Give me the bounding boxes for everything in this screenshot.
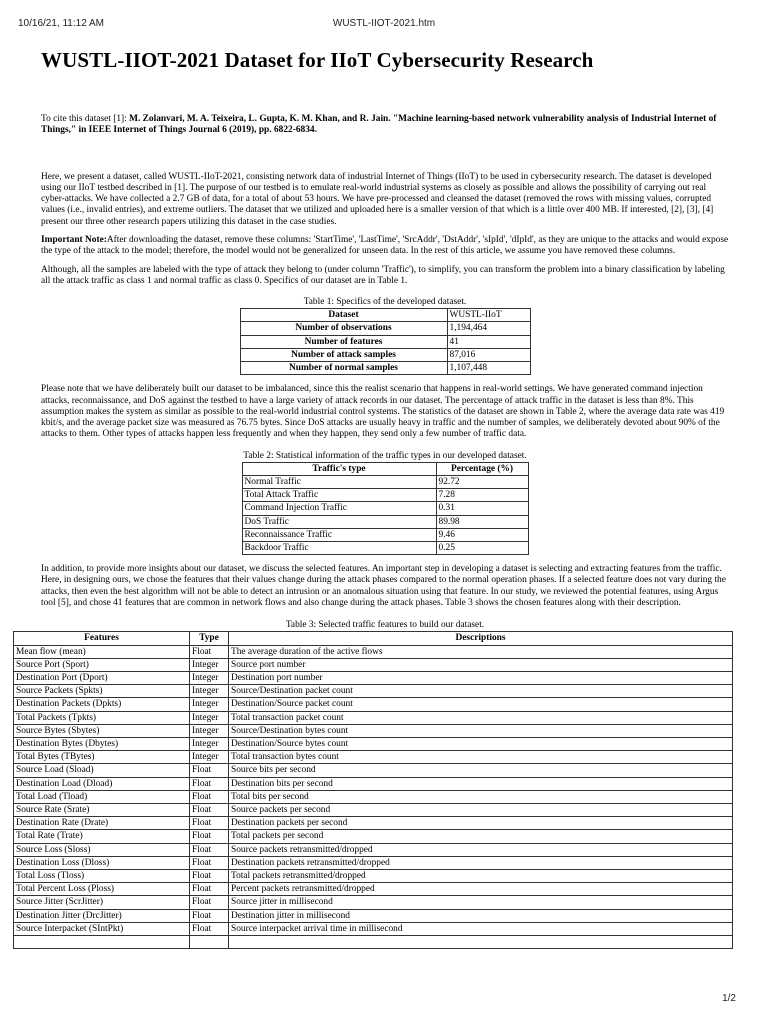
table-row xyxy=(242,489,528,502)
table-row xyxy=(14,658,733,671)
table-cell: Total Loss (Tloss) xyxy=(14,870,190,883)
table-cell: Source Jitter (ScrJitter) xyxy=(14,896,190,909)
table2-traffic-statistics xyxy=(242,462,529,555)
table-header-cell: Type xyxy=(190,632,229,645)
table-cell: Reconnaissance Traffic xyxy=(242,528,436,541)
table-cell: Destination Rate (Drate) xyxy=(14,817,190,830)
table-cell: Total transaction packet count xyxy=(229,711,733,724)
table-row xyxy=(14,936,733,949)
imbalance-paragraph: Please note that we have deliberately built our dataset to be imbalanced, since this the realist scenario that happens in real-world settings. We have generated command injection attacks, reconnaissance, and DoS against the testbed to have a large variety of attack records in our dataset. The percentage of attack traffic in the dataset is less than 8%. This assumption makes the system as similar as possible to the real-world industrial control systems. The statistics of the dataset are shown in Table 2, where the average data rate was 419 kbit/s, and the average packet size was measured as 76.75 bytes. Since DoS attacks are usually heavy in traffic and the number of samples, we deliberately devoted about 90% of the attacks to them. Other types of attacks happen less frequently and when they happen, they send only a few number of traffic data. xyxy=(41,384,725,440)
table-cell: 92.72 xyxy=(436,475,528,488)
table-cell: 1,194,464 xyxy=(447,322,530,335)
table-cell: Float xyxy=(190,817,229,830)
table-cell: Float xyxy=(190,764,229,777)
table-header-cell: Traffic's type xyxy=(242,462,436,475)
table-cell: Float xyxy=(190,909,229,922)
table-cell: Source Interpacket (SIntPkt) xyxy=(14,922,190,935)
table-cell: Mean flow (mean) xyxy=(14,645,190,658)
table-cell: Total Packets (Tpkts) xyxy=(14,711,190,724)
table-cell: Destination Packets (Dpkts) xyxy=(14,698,190,711)
table-row xyxy=(14,830,733,843)
table-cell: Source Loss (Sloss) xyxy=(14,843,190,856)
table-cell: Destination bits per second xyxy=(229,777,733,790)
important-note-paragraph xyxy=(41,235,729,258)
table-cell: Source jitter in millisecond xyxy=(229,896,733,909)
table-cell: Integer xyxy=(190,751,229,764)
table-row xyxy=(242,528,528,541)
table-cell: Destination/Source bytes count xyxy=(229,738,733,751)
table-cell: Number of normal samples xyxy=(240,362,447,375)
table-row xyxy=(242,515,528,528)
table-cell: Integer xyxy=(190,671,229,684)
table-row xyxy=(242,502,528,515)
table-cell: Float xyxy=(190,856,229,869)
table-cell: Total transaction bytes count xyxy=(229,751,733,764)
table-cell: Float xyxy=(190,843,229,856)
table-cell: Total Bytes (TBytes) xyxy=(14,751,190,764)
table-row xyxy=(14,738,733,751)
table-cell: 41 xyxy=(447,335,530,348)
table-cell: Number of observations xyxy=(240,322,447,335)
table-cell: Source Port (Sport) xyxy=(14,658,190,671)
table-cell: Number of features xyxy=(240,335,447,348)
table-cell: Total bits per second xyxy=(229,790,733,803)
table-cell: 0.25 xyxy=(436,541,528,554)
table-row xyxy=(14,751,733,764)
table-row xyxy=(242,475,528,488)
table-header-cell: Dataset xyxy=(240,309,447,322)
table-cell: 87,016 xyxy=(447,348,530,361)
table-cell xyxy=(14,936,190,949)
table-cell: Source Packets (Spkts) xyxy=(14,685,190,698)
table-cell: Total Load (Tload) xyxy=(14,790,190,803)
table-cell: Command Injection Traffic xyxy=(242,502,436,515)
table-header-row xyxy=(242,462,528,475)
table-row xyxy=(14,645,733,658)
table1-dataset-specifics xyxy=(240,308,531,375)
table-cell: Source port number xyxy=(229,658,733,671)
table-cell: Float xyxy=(190,896,229,909)
print-page-number: 1/2 xyxy=(722,993,736,1004)
table-cell: Source interpacket arrival time in millisecond xyxy=(229,922,733,935)
page-title: WUSTL-IIOT-2021 Dataset for IIoT Cybersecurity Research xyxy=(41,48,594,72)
table-cell: Float xyxy=(190,870,229,883)
table-cell: Destination Bytes (Dbytes) xyxy=(14,738,190,751)
table-cell: Destination/Source packet count xyxy=(229,698,733,711)
table-cell: Float xyxy=(190,790,229,803)
table-cell: Destination Port (Dport) xyxy=(14,671,190,684)
table-cell: Destination Jitter (DrcJitter) xyxy=(14,909,190,922)
citation-prefix: To cite this dataset [1]: xyxy=(41,114,130,124)
table-row xyxy=(14,896,733,909)
table-row xyxy=(14,724,733,737)
table-row xyxy=(14,711,733,724)
table-row xyxy=(14,804,733,817)
table-cell: Float xyxy=(190,922,229,935)
table-row xyxy=(14,922,733,935)
table-cell: Total Rate (Trate) xyxy=(14,830,190,843)
table-header-row xyxy=(240,309,530,322)
table-cell: Source/Destination packet count xyxy=(229,685,733,698)
table-cell: Destination port number xyxy=(229,671,733,684)
table-cell xyxy=(190,936,229,949)
table3-body xyxy=(14,645,733,949)
table-cell: Backdoor Traffic xyxy=(242,541,436,554)
table-cell: Destination Load (Dload) xyxy=(14,777,190,790)
table-cell: Source Rate (Srate) xyxy=(14,804,190,817)
print-doc-title: WUSTL-IIOT-2021.htm xyxy=(332,18,436,29)
table3-selected-features xyxy=(13,631,733,949)
table-cell: Destination packets per second xyxy=(229,817,733,830)
table-cell: 9.46 xyxy=(436,528,528,541)
table-cell: 89.98 xyxy=(436,515,528,528)
table-cell: DoS Traffic xyxy=(242,515,436,528)
table-row xyxy=(14,843,733,856)
table-row xyxy=(240,322,530,335)
table-cell: Normal Traffic xyxy=(242,475,436,488)
table-cell: Source/Destination bytes count xyxy=(229,724,733,737)
table-cell: Float xyxy=(190,804,229,817)
print-datetime: 10/16/21, 11:12 AM xyxy=(18,18,104,29)
table-cell: Source Load (Sload) xyxy=(14,764,190,777)
table-cell: Integer xyxy=(190,685,229,698)
table-row xyxy=(240,362,530,375)
table3-caption: Table 3: Selected traffic features to build our dataset. xyxy=(285,620,485,631)
table-cell: Integer xyxy=(190,698,229,711)
table-row xyxy=(14,777,733,790)
intro-paragraph: Here, we present a dataset, called WUSTL-IIoT-2021, consisting network data of industrial Internet of Things (IIoT) to be used in cybersecurity research. The dataset is developed using our IIoT testbed described in [1]. The purpose of our testbed is to emulate real-world industrial systems as closely as possible and allows the possibility of carrying out real cyber-attacks. We have collected a 2.7 GB of data, for a total of about 53 hours. We have pre-processed and cleansed the dataset (removed the rows with missing values, corrupted values (i.e., invalid entries), and extreme outliers. The dataset that we utilized and uploaded here is a smaller version of that which is a little over 400 MB. If interested, [2], [3], [4] present our three other research papers utilizing this dataset in the case studies. xyxy=(41,171,714,227)
table-row xyxy=(14,870,733,883)
table-cell: Source packets retransmitted/dropped xyxy=(229,843,733,856)
table-header-cell: Features xyxy=(14,632,190,645)
table-cell: Float xyxy=(190,883,229,896)
table-cell: Float xyxy=(190,777,229,790)
table-cell: Source bits per second xyxy=(229,764,733,777)
table-cell: 0.31 xyxy=(436,502,528,515)
table-cell: Total Percent Loss (Ploss) xyxy=(14,883,190,896)
table-cell: Float xyxy=(190,645,229,658)
important-note-label: Important Note: xyxy=(41,235,107,246)
citation-reference: M. Zolanvari, M. A. Teixeira, L. Gupta, K. M. Khan, and R. Jain. "Machine learning-based network vulnerability analysis of Industrial Internet of Things," in IEEE Internet of Things Journal 6 (2019), pp. 6822-6834. xyxy=(41,114,717,136)
table-cell: 1,107,448 xyxy=(447,362,530,375)
table-row xyxy=(14,764,733,777)
table-row xyxy=(14,685,733,698)
citation xyxy=(41,114,729,137)
table-header-cell: WUSTL-IIoT xyxy=(447,309,530,322)
table-row xyxy=(14,883,733,896)
table-header-cell: Descriptions xyxy=(229,632,733,645)
table1-caption: Table 1: Specifics of the developed dataset. xyxy=(303,297,467,308)
table-row xyxy=(14,698,733,711)
table-row xyxy=(14,909,733,922)
table2-caption: Table 2: Statistical information of the traffic types in our developed dataset. xyxy=(243,450,527,461)
table-cell: Integer xyxy=(190,738,229,751)
table-cell: Total packets retransmitted/dropped xyxy=(229,870,733,883)
table-cell: Destination Loss (Dloss) xyxy=(14,856,190,869)
table-cell: Destination packets retransmitted/dropped xyxy=(229,856,733,869)
table-row xyxy=(240,335,530,348)
document-body xyxy=(16,40,729,949)
table-row xyxy=(14,856,733,869)
table-row xyxy=(242,541,528,554)
table-header-row xyxy=(14,632,733,645)
table-cell: Source Bytes (Sbytes) xyxy=(14,724,190,737)
table-cell: Source packets per second xyxy=(229,804,733,817)
table-row xyxy=(14,817,733,830)
table-cell: Number of attack samples xyxy=(240,348,447,361)
table-cell: The average duration of the active flows xyxy=(229,645,733,658)
table-cell: Float xyxy=(190,830,229,843)
features-paragraph: In addition, to provide more insights about our dataset, we discuss the selected features. An important step in developing a dataset is selecting and extracting features from the traffic. Here, in designing ours, we chose the features that their values change during the attack phases compared to the normal operation phases. If a selected feature does not vary during the attacks, then even the best algorithm will not be able to detect an intrusion or an anomalous situation using that feature. In our study, we reviewed the potential features, using Argus tool [5], and chose 41 features that are common in network flows and also change during the attack phases. Table 3 shows the chosen features along with their description. xyxy=(41,564,726,609)
print-header xyxy=(0,18,768,32)
table-cell: Integer xyxy=(190,711,229,724)
table-header-cell: Percentage (%) xyxy=(436,462,528,475)
table-cell: Total Attack Traffic xyxy=(242,489,436,502)
table-cell xyxy=(229,936,733,949)
table-cell: Percent packets retransmitted/dropped xyxy=(229,883,733,896)
binary-classification-paragraph: Although, all the samples are labeled with the type of attack they belong to (under column 'Traffic'), to simplify, you can transform the problem into a binary classification by labeling all the attack traffic as class 1 and normal traffic as class 0. Specifics of our dataset are in Table 1. xyxy=(41,264,725,286)
table-cell: 7.28 xyxy=(436,489,528,502)
table-cell: Integer xyxy=(190,724,229,737)
table-row xyxy=(14,790,733,803)
table-row xyxy=(240,348,530,361)
table-cell: Destination jitter in millisecond xyxy=(229,909,733,922)
table-cell: Total packets per second xyxy=(229,830,733,843)
table-row xyxy=(14,671,733,684)
table-cell: Integer xyxy=(190,658,229,671)
important-note-text: After downloading the dataset, remove these columns: 'StartTime', 'LastTime', 'SrcAddr', 'DstAddr', 'sIpId', 'dIpId', as they are unique to the attacks and would expose the type of the attack to the model; therefore, the model would not be generalized for unseen data. In the rest of this article, we assume you have removed these columns. xyxy=(41,235,729,257)
